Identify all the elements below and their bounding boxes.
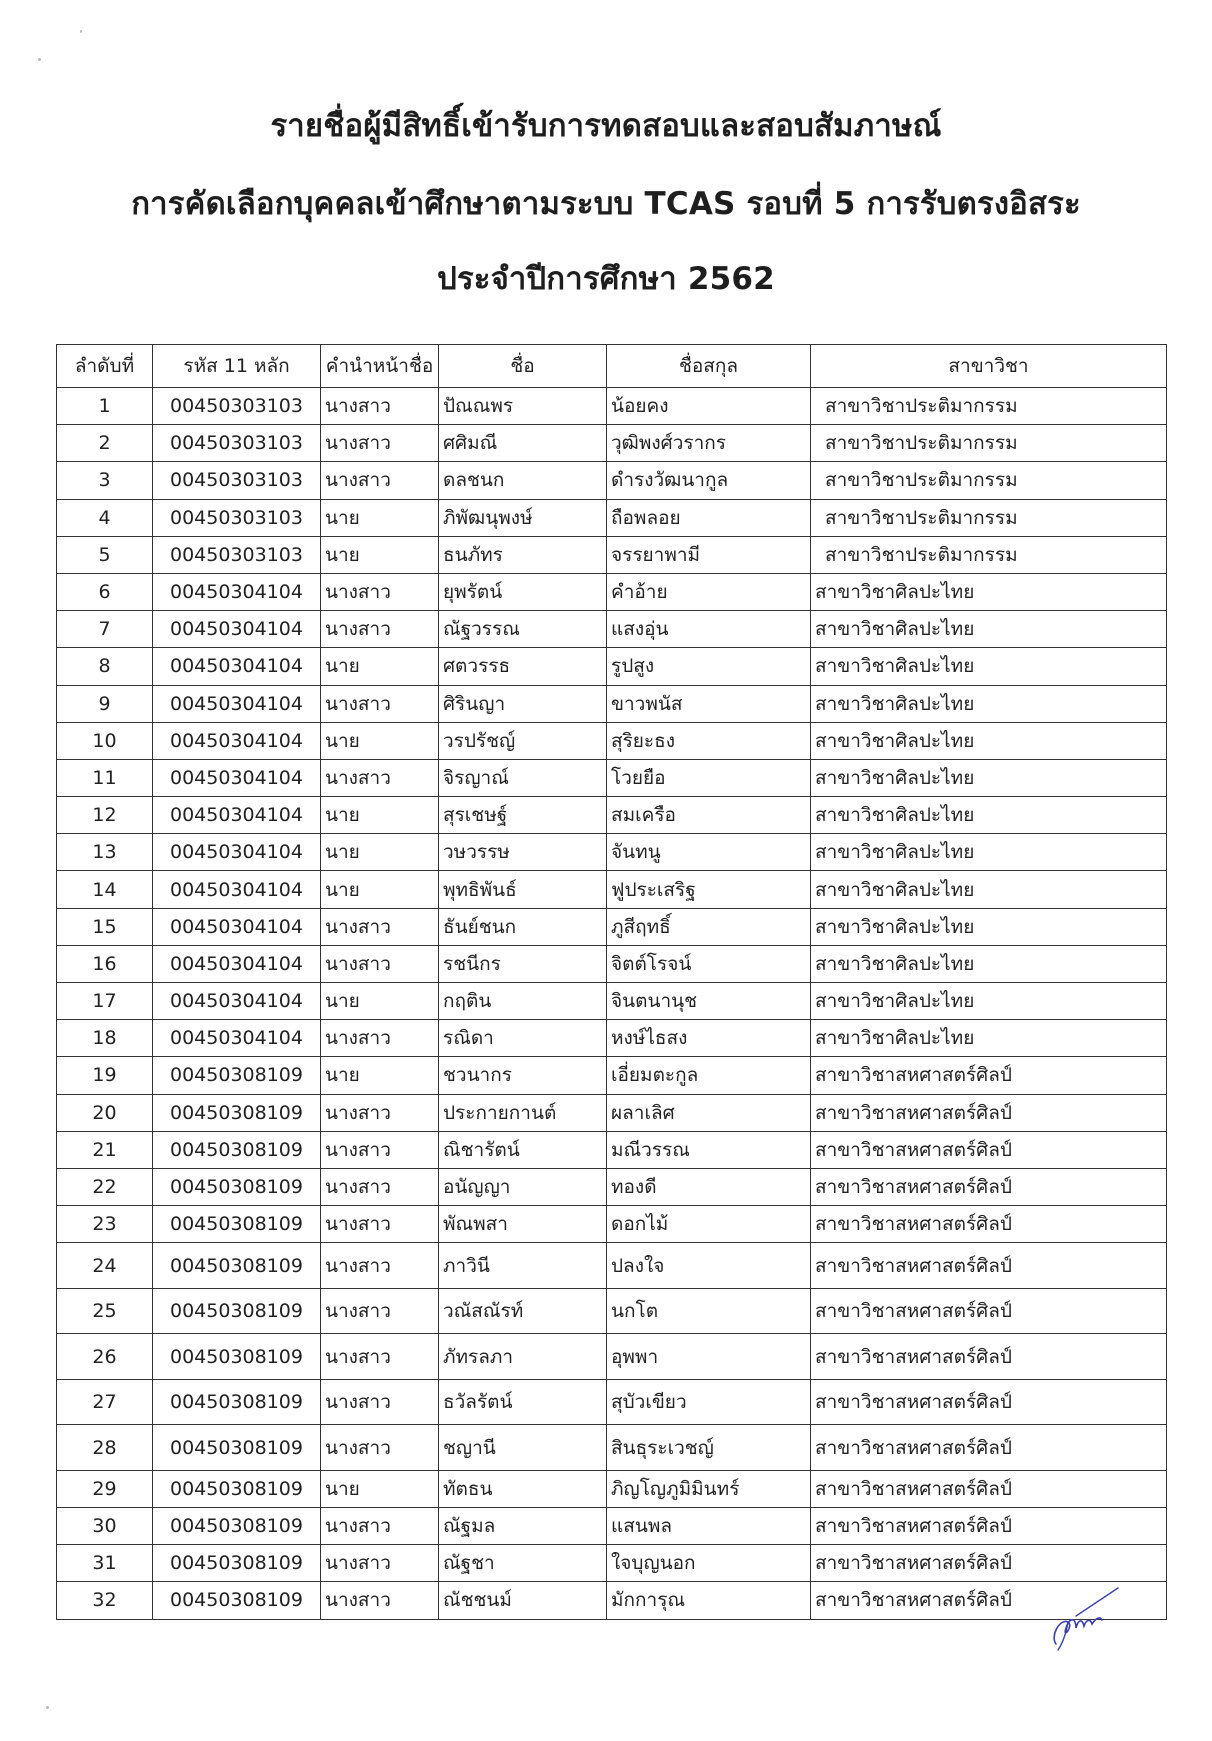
cell-order: 26 xyxy=(57,1334,153,1380)
cell-major: สาขาวิชาศิลปะไทย xyxy=(811,685,1167,722)
cell-first-name: ปัณณพร xyxy=(439,388,607,425)
header-code: รหัส 11 หลัก xyxy=(153,345,321,388)
cell-last-name: ผลาเลิศ xyxy=(607,1094,811,1131)
cell-order: 9 xyxy=(57,685,153,722)
cell-code: 00450304104 xyxy=(153,834,321,871)
cell-first-name: ภัทรลภา xyxy=(439,1334,607,1380)
table-row xyxy=(57,1334,1167,1380)
header-last-name: ชื่อสกุล xyxy=(607,345,811,388)
table-row xyxy=(57,536,1167,573)
cell-order: 21 xyxy=(57,1131,153,1168)
cell-code: 00450304104 xyxy=(153,1020,321,1057)
cell-major: สาขาวิชาสหศาสตร์ศิลป์ xyxy=(811,1545,1167,1582)
table-row xyxy=(57,983,1167,1020)
cell-code: 00450304104 xyxy=(153,945,321,982)
cell-last-name: รูปสูง xyxy=(607,648,811,685)
cell-code: 00450304104 xyxy=(153,611,321,648)
document-title-line-3: ประจำปีการศึกษา 2562 xyxy=(437,261,775,297)
cell-prefix: นางสาว xyxy=(321,685,439,722)
cell-prefix: นางสาว xyxy=(321,1334,439,1380)
cell-major: สาขาวิชาสหศาสตร์ศิลป์ xyxy=(811,1288,1167,1334)
cell-major: สาขาวิชาศิลปะไทย xyxy=(811,1020,1167,1057)
cell-code: 00450308109 xyxy=(153,1094,321,1131)
cell-first-name: ยุพรัตน์ xyxy=(439,573,607,610)
table-row xyxy=(57,1057,1167,1094)
cell-major: สาขาวิชาสหศาสตร์ศิลป์ xyxy=(811,1508,1167,1545)
cell-order: 16 xyxy=(57,945,153,982)
cell-prefix: นาย xyxy=(321,797,439,834)
cell-order: 12 xyxy=(57,797,153,834)
cell-first-name: ณัฐวรรณ xyxy=(439,611,607,648)
cell-major: สาขาวิชาศิลปะไทย xyxy=(811,759,1167,796)
table-row xyxy=(57,759,1167,796)
cell-prefix: นางสาว xyxy=(321,945,439,982)
cell-order: 29 xyxy=(57,1470,153,1507)
cell-prefix: นางสาว xyxy=(321,388,439,425)
cell-code: 00450308109 xyxy=(153,1206,321,1243)
cell-code: 00450303103 xyxy=(153,499,321,536)
cell-code: 00450308109 xyxy=(153,1508,321,1545)
cell-prefix: นาย xyxy=(321,499,439,536)
cell-first-name: ภิพัฒนุพงษ์ xyxy=(439,499,607,536)
cell-major: สาขาวิชาศิลปะไทย xyxy=(811,871,1167,908)
cell-first-name: ทัตธน xyxy=(439,1470,607,1507)
cell-code: 00450304104 xyxy=(153,983,321,1020)
cell-code: 00450304104 xyxy=(153,685,321,722)
cell-major: สาขาวิชาสหศาสตร์ศิลป์ xyxy=(811,1206,1167,1243)
cell-last-name: ดำรงวัฒนากูล xyxy=(607,462,811,499)
cell-order: 2 xyxy=(57,425,153,462)
table-row xyxy=(57,1508,1167,1545)
cell-prefix: นาย xyxy=(321,1057,439,1094)
cell-prefix: นางสาว xyxy=(321,1094,439,1131)
cell-first-name: ศตวรรธ xyxy=(439,648,607,685)
cell-prefix: นางสาว xyxy=(321,1243,439,1289)
cell-first-name: วรปรัชญ์ xyxy=(439,722,607,759)
cell-order: 3 xyxy=(57,462,153,499)
cell-major: สาขาวิชาสหศาสตร์ศิลป์ xyxy=(811,1379,1167,1425)
table-row xyxy=(57,1288,1167,1334)
cell-order: 4 xyxy=(57,499,153,536)
cell-last-name: ภิญโญภูมิมินทร์ xyxy=(607,1470,811,1507)
cell-code: 00450308109 xyxy=(153,1334,321,1380)
cell-last-name: แสงอุ่น xyxy=(607,611,811,648)
scan-speck xyxy=(38,58,41,61)
table-row xyxy=(57,462,1167,499)
table-row xyxy=(57,1168,1167,1205)
cell-last-name: ทองดี xyxy=(607,1168,811,1205)
header-order: ลำดับที่ xyxy=(57,345,153,388)
cell-code: 00450308109 xyxy=(153,1243,321,1289)
table-row xyxy=(57,1379,1167,1425)
cell-last-name: คำอ้าย xyxy=(607,573,811,610)
cell-code: 00450303103 xyxy=(153,536,321,573)
cell-prefix: นางสาว xyxy=(321,1168,439,1205)
cell-code: 00450303103 xyxy=(153,388,321,425)
cell-order: 15 xyxy=(57,908,153,945)
cell-last-name: จินตนานุช xyxy=(607,983,811,1020)
cell-prefix: นางสาว xyxy=(321,1582,439,1619)
cell-last-name: สมเครือ xyxy=(607,797,811,834)
table-row xyxy=(57,1243,1167,1289)
cell-order: 17 xyxy=(57,983,153,1020)
table-row xyxy=(57,1582,1167,1619)
cell-order: 24 xyxy=(57,1243,153,1289)
cell-prefix: นางสาว xyxy=(321,1545,439,1582)
cell-first-name: กฤติน xyxy=(439,983,607,1020)
table-row xyxy=(57,722,1167,759)
cell-prefix: นาย xyxy=(321,834,439,871)
cell-major: สาขาวิชาสหศาสตร์ศิลป์ xyxy=(811,1094,1167,1131)
cell-major: สาขาวิชาประติมากรรม xyxy=(811,388,1167,425)
cell-prefix: นางสาว xyxy=(321,611,439,648)
cell-first-name: รณิดา xyxy=(439,1020,607,1057)
cell-last-name: เอี่ยมตะกูล xyxy=(607,1057,811,1094)
cell-last-name: โวยยือ xyxy=(607,759,811,796)
cell-prefix: นาย xyxy=(321,536,439,573)
cell-order: 25 xyxy=(57,1288,153,1334)
cell-order: 5 xyxy=(57,536,153,573)
cell-first-name: ณัฐชา xyxy=(439,1545,607,1582)
cell-code: 00450304104 xyxy=(153,648,321,685)
cell-major: สาขาวิชาศิลปะไทย xyxy=(811,648,1167,685)
cell-last-name: น้อยคง xyxy=(607,388,811,425)
cell-prefix: นาย xyxy=(321,648,439,685)
cell-last-name: ภูสีฤทธิ์ xyxy=(607,908,811,945)
cell-major: สาขาวิชาศิลปะไทย xyxy=(811,834,1167,871)
cell-last-name: ดอกไม้ xyxy=(607,1206,811,1243)
cell-order: 22 xyxy=(57,1168,153,1205)
cell-last-name: มักการุณ xyxy=(607,1582,811,1619)
cell-order: 18 xyxy=(57,1020,153,1057)
cell-prefix: นางสาว xyxy=(321,1508,439,1545)
cell-last-name: ขาวพนัส xyxy=(607,685,811,722)
cell-major: สาขาวิชาศิลปะไทย xyxy=(811,797,1167,834)
cell-major: สาขาวิชาประติมากรรม xyxy=(811,499,1167,536)
cell-first-name: ธนภัทร xyxy=(439,536,607,573)
cell-first-name: วษวรรษ xyxy=(439,834,607,871)
cell-last-name: จิตต์โรจน์ xyxy=(607,945,811,982)
cell-major: สาขาวิชาสหศาสตร์ศิลป์ xyxy=(811,1582,1167,1619)
cell-code: 00450304104 xyxy=(153,797,321,834)
table-row xyxy=(57,1094,1167,1131)
table-row xyxy=(57,834,1167,871)
cell-last-name: จรรยาพามี xyxy=(607,536,811,573)
cell-code: 00450308109 xyxy=(153,1288,321,1334)
cell-prefix: นางสาว xyxy=(321,1020,439,1057)
cell-major: สาขาวิชาศิลปะไทย xyxy=(811,722,1167,759)
cell-first-name: ณัฐมล xyxy=(439,1508,607,1545)
document-title-line-1: รายชื่อผู้มีสิทธิ์เข้ารับการทดสอบและสอบสัมภาษณ์ xyxy=(270,108,942,144)
signature-mark xyxy=(1046,1582,1120,1654)
table-row xyxy=(57,685,1167,722)
cell-last-name: ใจบุญนอก xyxy=(607,1545,811,1582)
table-row xyxy=(57,388,1167,425)
cell-prefix: นางสาว xyxy=(321,1379,439,1425)
cell-major: สาขาวิชาสหศาสตร์ศิลป์ xyxy=(811,1334,1167,1380)
table-row xyxy=(57,648,1167,685)
cell-first-name: ดลชนก xyxy=(439,462,607,499)
table-row xyxy=(57,611,1167,648)
cell-major: สาขาวิชาสหศาสตร์ศิลป์ xyxy=(811,1057,1167,1094)
candidate-table xyxy=(56,344,1167,1620)
cell-order: 11 xyxy=(57,759,153,796)
header-prefix: คำนำหน้าชื่อ xyxy=(321,345,439,388)
cell-first-name: ณัชชนม์ xyxy=(439,1582,607,1619)
table-row xyxy=(57,871,1167,908)
cell-order: 7 xyxy=(57,611,153,648)
cell-last-name: จันทนู xyxy=(607,834,811,871)
cell-last-name: แสนพล xyxy=(607,1508,811,1545)
cell-first-name: ภาวินี xyxy=(439,1243,607,1289)
cell-major: สาขาวิชาประติมากรรม xyxy=(811,425,1167,462)
table-row xyxy=(57,573,1167,610)
cell-code: 00450308109 xyxy=(153,1470,321,1507)
cell-major: สาขาวิชาศิลปะไทย xyxy=(811,908,1167,945)
cell-first-name: ศศิมณี xyxy=(439,425,607,462)
cell-code: 00450303103 xyxy=(153,462,321,499)
table-row xyxy=(57,908,1167,945)
cell-major: สาขาวิชาสหศาสตร์ศิลป์ xyxy=(811,1470,1167,1507)
cell-prefix: นางสาว xyxy=(321,573,439,610)
cell-order: 32 xyxy=(57,1582,153,1619)
cell-code: 00450304104 xyxy=(153,908,321,945)
cell-order: 10 xyxy=(57,722,153,759)
cell-order: 1 xyxy=(57,388,153,425)
cell-first-name: จิรญาณ์ xyxy=(439,759,607,796)
cell-order: 14 xyxy=(57,871,153,908)
cell-prefix: นางสาว xyxy=(321,425,439,462)
cell-code: 00450308109 xyxy=(153,1425,321,1471)
scan-speck xyxy=(80,30,82,33)
cell-last-name: วุฒิพงศ์วรากร xyxy=(607,425,811,462)
cell-code: 00450304104 xyxy=(153,573,321,610)
cell-first-name: อนัญญา xyxy=(439,1168,607,1205)
cell-last-name: มณีวรรณ xyxy=(607,1131,811,1168)
cell-first-name: ธวัลรัตน์ xyxy=(439,1379,607,1425)
cell-code: 00450308109 xyxy=(153,1131,321,1168)
cell-order: 23 xyxy=(57,1206,153,1243)
cell-prefix: นาย xyxy=(321,983,439,1020)
table-row xyxy=(57,1470,1167,1507)
cell-order: 13 xyxy=(57,834,153,871)
cell-major: สาขาวิชาประติมากรรม xyxy=(811,462,1167,499)
cell-major: สาขาวิชาศิลปะไทย xyxy=(811,573,1167,610)
cell-order: 8 xyxy=(57,648,153,685)
cell-code: 00450304104 xyxy=(153,722,321,759)
table-row xyxy=(57,499,1167,536)
cell-order: 28 xyxy=(57,1425,153,1471)
cell-first-name: พัณพสา xyxy=(439,1206,607,1243)
cell-order: 27 xyxy=(57,1379,153,1425)
table-row xyxy=(57,1131,1167,1168)
cell-code: 00450304104 xyxy=(153,759,321,796)
cell-order: 19 xyxy=(57,1057,153,1094)
cell-first-name: พุทธิพันธ์ xyxy=(439,871,607,908)
cell-major: สาขาวิชาสหศาสตร์ศิลป์ xyxy=(811,1168,1167,1205)
cell-prefix: นางสาว xyxy=(321,1425,439,1471)
cell-last-name: นกโต xyxy=(607,1288,811,1334)
cell-major: สาขาวิชาสหศาสตร์ศิลป์ xyxy=(811,1243,1167,1289)
cell-prefix: นางสาว xyxy=(321,759,439,796)
cell-prefix: นางสาว xyxy=(321,462,439,499)
cell-prefix: นาย xyxy=(321,722,439,759)
cell-first-name: ธันย์ชนก xyxy=(439,908,607,945)
cell-last-name: สุบัวเขียว xyxy=(607,1379,811,1425)
cell-prefix: นางสาว xyxy=(321,1206,439,1243)
cell-major: สาขาวิชาสหศาสตร์ศิลป์ xyxy=(811,1425,1167,1471)
cell-code: 00450303103 xyxy=(153,425,321,462)
cell-code: 00450308109 xyxy=(153,1168,321,1205)
cell-order: 31 xyxy=(57,1545,153,1582)
cell-last-name: ฟูประเสริฐ xyxy=(607,871,811,908)
cell-major: สาขาวิชาศิลปะไทย xyxy=(811,945,1167,982)
cell-first-name: ณิชารัตน์ xyxy=(439,1131,607,1168)
cell-prefix: นาย xyxy=(321,1470,439,1507)
cell-major: สาขาวิชาศิลปะไทย xyxy=(811,611,1167,648)
table-row xyxy=(57,425,1167,462)
header-major: สาขาวิชา xyxy=(811,345,1167,388)
table-row xyxy=(57,1425,1167,1471)
cell-prefix: นาย xyxy=(321,871,439,908)
cell-code: 00450304104 xyxy=(153,871,321,908)
cell-major: สาขาวิชาสหศาสตร์ศิลป์ xyxy=(811,1131,1167,1168)
table-row xyxy=(57,1545,1167,1582)
cell-major: สาขาวิชาประติมากรรม xyxy=(811,536,1167,573)
cell-code: 00450308109 xyxy=(153,1379,321,1425)
table-body xyxy=(57,388,1167,1620)
cell-prefix: นางสาว xyxy=(321,1288,439,1334)
cell-first-name: สุรเชษฐ์ xyxy=(439,797,607,834)
cell-last-name: ถือพลอย xyxy=(607,499,811,536)
cell-order: 30 xyxy=(57,1508,153,1545)
table-row xyxy=(57,1020,1167,1057)
cell-last-name: สินธุระเวชญ์ xyxy=(607,1425,811,1471)
table-row xyxy=(57,1206,1167,1243)
cell-first-name: ชญานี xyxy=(439,1425,607,1471)
cell-prefix: นางสาว xyxy=(321,908,439,945)
cell-code: 00450308109 xyxy=(153,1582,321,1619)
cell-first-name: ประกายกานต์ xyxy=(439,1094,607,1131)
cell-last-name: สุริยะธง xyxy=(607,722,811,759)
cell-first-name: ศิรินญา xyxy=(439,685,607,722)
scan-speck xyxy=(46,1706,49,1709)
cell-order: 20 xyxy=(57,1094,153,1131)
table-row xyxy=(57,945,1167,982)
cell-order: 6 xyxy=(57,573,153,610)
header-first-name: ชื่อ xyxy=(439,345,607,388)
cell-last-name: หงษ์ไธสง xyxy=(607,1020,811,1057)
cell-last-name: อุพพา xyxy=(607,1334,811,1380)
cell-code: 00450308109 xyxy=(153,1545,321,1582)
cell-code: 00450308109 xyxy=(153,1057,321,1094)
table-header-row xyxy=(57,345,1167,388)
cell-first-name: รชนีกร xyxy=(439,945,607,982)
cell-major: สาขาวิชาศิลปะไทย xyxy=(811,983,1167,1020)
table-row xyxy=(57,797,1167,834)
cell-prefix: นางสาว xyxy=(321,1131,439,1168)
cell-last-name: ปลงใจ xyxy=(607,1243,811,1289)
document-title-line-2: การคัดเลือกบุคคลเข้าศึกษาตามระบบ TCAS รอบที่ 5 การรับตรงอิสระ xyxy=(131,186,1081,222)
cell-first-name: วณัสณัรท์ xyxy=(439,1288,607,1334)
cell-first-name: ชวนากร xyxy=(439,1057,607,1094)
